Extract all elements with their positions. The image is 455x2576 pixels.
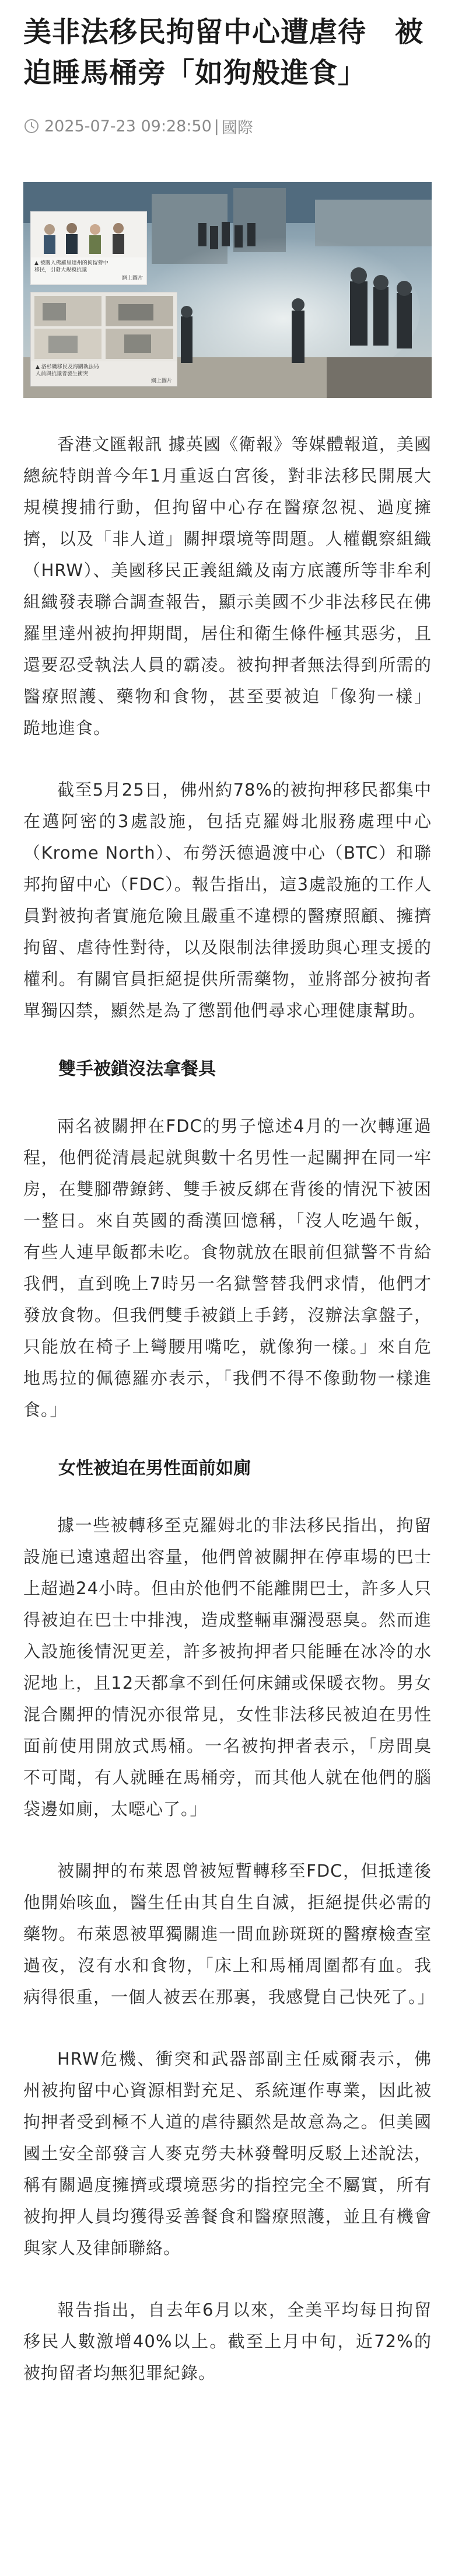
- inset-photo-bottom: [30, 292, 177, 386]
- article-category[interactable]: 國際: [221, 118, 253, 137]
- publish-datetime: 2025-07-23 09:28:50: [44, 117, 212, 135]
- article-meta: [23, 116, 432, 137]
- paragraph-3: 兩名被關押在FDC的男子憶述4月的一次轉運過程，他們從清晨起就與數十名男性一起關押在同一牢房，在雙腳帶鐐銬、雙手被反綁在背後的情況下被困一整日。來自英國的喬漢回憶稱，「沒人吃過午飯，有些人連早飯都未吃。食物就放在眼前但獄警不肯給我們，直到晚上7時另一名獄警替我們求情，他們才發放食物。但我們雙手被鎖上手銬，沒辦法拿盤子，只能放在椅子上彎腰用嘴吃，就像狗一樣。」來自危地馬拉的佩德羅亦表示，「我們不得不像動物一樣進食。」: [23, 1116, 432, 1420]
- article-body: [23, 428, 435, 2389]
- article-title: 美非法移民拘留中心遭虐待 被迫睡馬桶旁「如狗般進食」: [23, 16, 424, 89]
- article-photo: [23, 182, 432, 398]
- paragraph-1: 香港文匯報訊 據英國《衛報》等媒體報道，美國總統特朗普今年1月重返白宮後，對非法移民開展大規模搜捕行動，但拘留中心存在醫療忽視、過度擁擠，以及「非人道」關押環境等問題。人權觀察組織（HRW）、美國移民正義組織及南方底護所等非牟利組織發表聯合調查報告，顯示美國不少非法移民在佛羅里達州被拘押期間，居住和衛生條件極其惡劣，且還要忍受執法人員的霸凌。被拘押者無法得到所需的醫療照護、藥物和食物，甚至要被迫「像狗一樣」 跪地進食。: [23, 434, 432, 738]
- inset-top-caption-line1: ▲ 被關入佛羅里達州的拘留營中: [34, 260, 108, 266]
- meta-separator: |: [214, 117, 219, 135]
- paragraph-7: 報告指出，自去年6月以來，全美平均每日拘留移民人數激增40%以上。截至上月中旬，近72%的被拘留者均無犯罪紀錄。: [23, 2300, 432, 2383]
- paragraph-4: 據一些被轉移至克羅姆北的非法移民指出，拘留設施已遠遠超出容量，他們曾被關押在停車場的巴士上超過24小時。但由於他們不能離開巴士，許多人只得被迫在巴士中排洩，造成整輛車瀰漫惡臭。然而進入設施後情況更差，許多被拘押者只能睡在冰冷的水泥地上，且12天都拿不到任何床鋪或保暖衣物。男女混合關押的情況亦很常見，女性非法移民被迫在男性面前使用開放式馬桶。一名被拘押者表示，「房間臭不可聞，有人就睡在馬桶旁，而其他人就在他們的腦袋邊如廁，太噁心了。」: [23, 1515, 432, 1819]
- inset-top-caption-line2: 移民，引發大規模抗議: [34, 267, 88, 273]
- inset-bottom-caption-line1: ▲ 洛杉磯移民及海關執法局: [36, 364, 99, 370]
- inset-top-figures: [31, 212, 146, 257]
- inset-bottom-caption-line2: 人員與抗議者發生衝突: [36, 371, 89, 377]
- subheading-2: 女性被迫在男性面前如廁: [58, 1458, 251, 1479]
- clock-icon: [23, 118, 40, 134]
- inset-photo-top: [30, 211, 147, 285]
- inset-bottom-grid-photos: [31, 292, 177, 361]
- paragraph-6: HRW危機、衝突和武器部副主任威爾表示，佛州被拘留中心資源相對充足、系統運作專業，因此被拘押者受到極不人道的虐待顯然是故意為之。但美國國土安全部發言人麥克勞夫林發聲明反駁上述說法，稱有關過度擁擠或環境惡劣的指控完全不屬實，所有被拘押人員均獲得妥善餐食和醫療照護，並且有機會與家人及律師聯絡。: [23, 2049, 432, 2258]
- paragraph-5: 被關押的布萊恩曾被短暫轉移至FDC，但抵達後他開始咳血，醫生任由其自生自滅，拒絕提供必需的藥物。布萊恩被單獨關進一間血跡斑斑的醫療檢查室過夜，沒有水和食物，「床上和馬桶周圍都有血。我病得很重，一個人被丟在那裏，我感覺自己快死了。」: [23, 1861, 435, 2007]
- subheading-1: 雙手被鎖沒法拿餐具: [58, 1059, 216, 1079]
- paragraph-2: 截至5月25日，佛州約78%的被拘押移民都集中在邁阿密的3處設施，包括克羅姆北服務處理中心（Krome North）、布勞沃德過渡中心（BTC）和聯邦拘留中心（FDC）。報告指出，這3處設施的工作人員對被拘者實施危險且嚴重不違標的醫療照顧、擁擠拘留、虐待性對待，以及限制法律援助與心理支援的權利。有關官員拒絕提供所需藥物，並將部分被拘者單獨囚禁，顯然是為了懲罰他們尋求心理健康幫助。: [23, 780, 432, 1020]
- inset-bottom-caption-credit: 網上圖片: [150, 378, 172, 384]
- inset-top-caption-credit: 網上圖片: [121, 276, 143, 281]
